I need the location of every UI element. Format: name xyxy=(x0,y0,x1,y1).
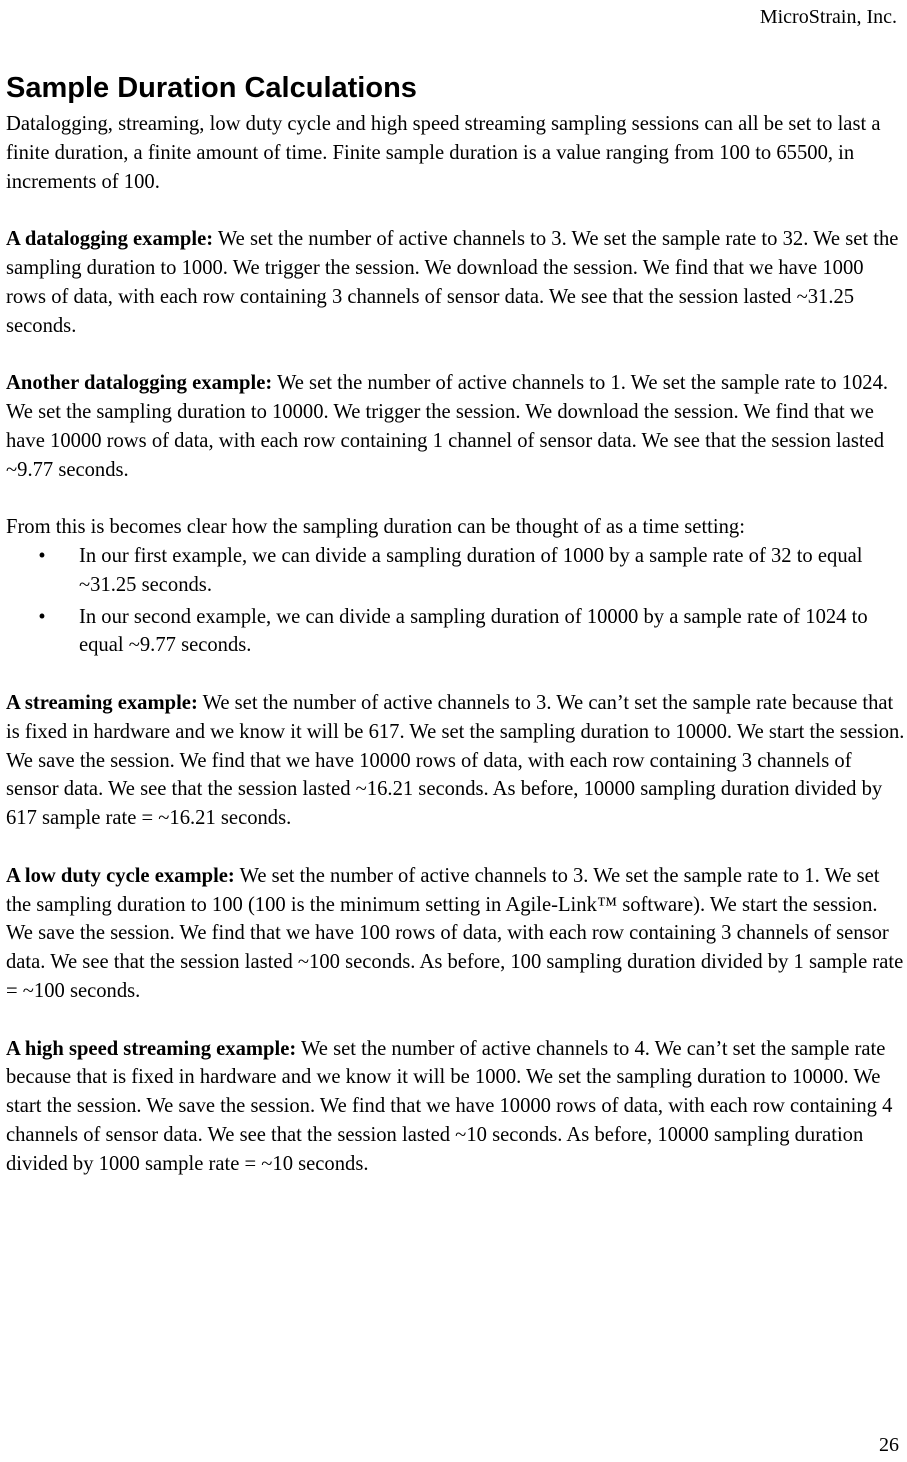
datalogging-example-paragraph xyxy=(6,225,906,340)
page-number: 26 xyxy=(879,1434,899,1456)
low-duty-cycle-example-paragraph xyxy=(6,862,906,1006)
another-datalogging-example-lead: Another datalogging example: xyxy=(6,372,273,395)
page-header-company: MicroStrain, Inc. xyxy=(759,6,897,28)
streaming-example-paragraph xyxy=(6,689,906,833)
another-datalogging-example-paragraph xyxy=(6,369,906,484)
datalogging-example-text: We set the number of active channels to 3. We set the sample rate to 32. We set the sampling duration to 1000. We trigger the session. We download the session. We find that we have 1000 rows of data, with each row containing 3 channels of sensor data. We see that the session lasted ~31.25 seconds. xyxy=(6,228,899,337)
list-item xyxy=(6,603,906,661)
list-item xyxy=(6,542,906,600)
streaming-example-lead: A streaming example: xyxy=(6,691,198,714)
low-duty-cycle-example-lead: A low duty cycle example: xyxy=(6,864,235,887)
bullet-icon: • xyxy=(38,605,46,628)
low-duty-cycle-example-text: We set the number of active channels to 3. We set the sample rate to 1. We set the sampling duration to 100 (100 is the minimum setting in Agile-Link™ software). We start the session. We save the session. We find that we have 100 rows of data, with each row containing 3 channels of sensor data. We see that the session lasted ~100 seconds. As before, 100 sampling duration divided by 1 sample rate = ~100 seconds. xyxy=(6,864,904,1002)
bullet-text: In our second example, we can divide a sampling duration of 10000 by a sample rate of 1024 to equal ~9.77 seconds. xyxy=(79,605,868,657)
high-speed-streaming-example-lead: A high speed streaming example: xyxy=(6,1037,297,1060)
another-datalogging-example-text: We set the number of active channels to 1. We set the sample rate to 1024. We set the sampling duration to 10000. We trigger the session. We download the session. We find that we have 10000 rows of data, with each row containing 1 channel of sensor data. We see that the session lasted ~9.77 seconds. xyxy=(6,372,889,481)
high-speed-streaming-example-paragraph xyxy=(6,1035,906,1179)
streaming-example-text: We set the number of active channels to 3. We can’t set the sample rate because that is fixed in hardware and we know it will be 617. We set the sampling duration to 10000. We start the session. We save the session. We find that we have 10000 rows of data, with each row containing 3 channels of sensor data. We see that the session lasted ~16.21 seconds. As before, 10000 sampling duration divided by 617 sample rate = ~16.21 seconds. xyxy=(6,691,905,830)
bullet-icon: • xyxy=(38,544,46,567)
high-speed-streaming-example-text: We set the number of active channels to 4. We can’t set the sample rate because that is fixed in hardware and we know it will be 1000. We set the sampling duration to 10000. We start the session. We save the session. We find that we have 10000 rows of data, with each row containing 4 channels of sensor data. We see that the session lasted ~10 seconds. As before, 10000 sampling duration divided by 1000 sample rate = ~10 seconds. xyxy=(6,1037,893,1175)
datalogging-example-lead: A datalogging example: xyxy=(6,228,214,251)
section-title: Sample Duration Calculations xyxy=(6,72,417,104)
bullet-text: In our first example, we can divide a sampling duration of 1000 by a sample rate of 32 to equal ~31.25 seconds. xyxy=(79,544,863,596)
time-setting-paragraph: From this is becomes clear how the sampling duration can be thought of as a time setting: xyxy=(6,516,745,539)
page-content xyxy=(6,68,906,1207)
time-setting-bullet-list xyxy=(6,542,906,660)
intro-paragraph: Datalogging, streaming, low duty cycle and high speed streaming sampling sessions can all be set to last a finite duration, a finite amount of time. Finite sample duration is a value ranging from 100 to 65500, in increments of 100. xyxy=(6,113,881,193)
